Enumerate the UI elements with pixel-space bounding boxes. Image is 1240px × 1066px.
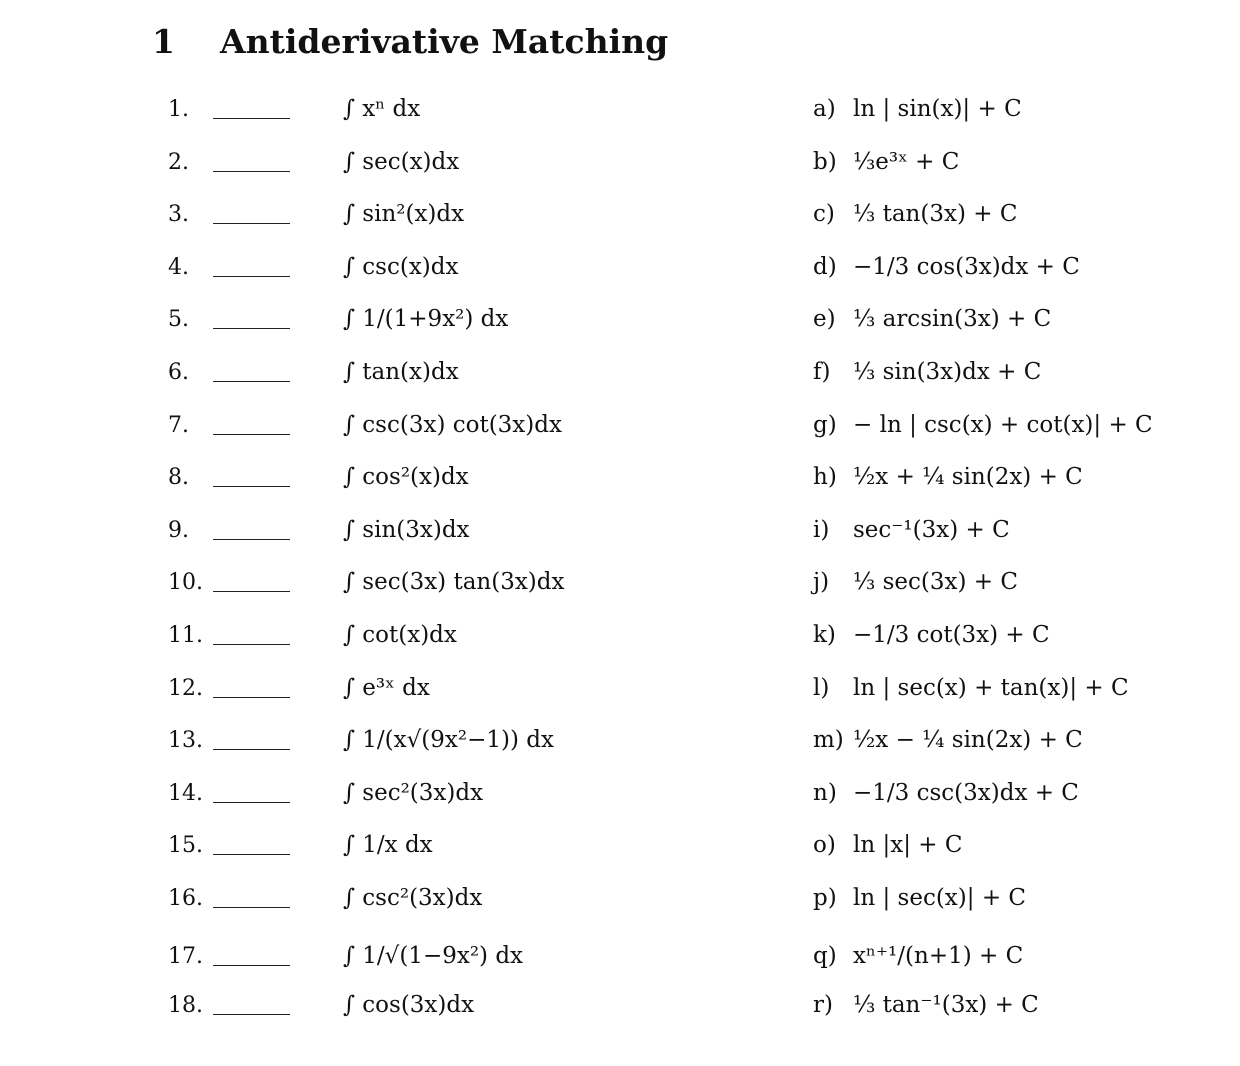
problem-integral: ∫ 1/x dx — [343, 832, 433, 858]
problem-number: 3. — [168, 202, 189, 227]
answer-expression: ln | sec(x) + tan(x)| + C — [853, 675, 1129, 701]
answer-blank[interactable] — [213, 223, 290, 224]
answer-choice — [813, 96, 1022, 122]
problem-integral: ∫ cot(x)dx — [343, 622, 457, 648]
answer-choice — [813, 201, 1017, 227]
answer-blank[interactable] — [213, 434, 290, 435]
answer-expression: ln | sin(x)| + C — [853, 96, 1022, 122]
answer-expression: ½x − ¼ sin(2x) + C — [853, 727, 1083, 753]
answer-letter: j) — [813, 569, 830, 595]
problem-number: 15. — [168, 833, 203, 858]
answer-blank[interactable] — [213, 486, 290, 487]
problem-number: 12. — [168, 676, 203, 701]
answer-blank[interactable] — [213, 539, 290, 540]
problem-integral: ∫ cos²(x)dx — [343, 464, 469, 490]
problem-integral: ∫ 1/(x√(9x²−1)) dx — [343, 727, 554, 753]
answer-blank[interactable] — [213, 697, 290, 698]
problem-number: 13. — [168, 728, 203, 753]
answer-expression: − ln | csc(x) + cot(x)| + C — [853, 412, 1153, 438]
answer-blank[interactable] — [213, 328, 290, 329]
problem-integral: ∫ sec(3x) tan(3x)dx — [343, 569, 565, 595]
answer-choice — [813, 517, 1010, 543]
answer-choice — [813, 943, 1023, 969]
answer-choice — [813, 412, 1153, 438]
problem-number: 5. — [168, 307, 189, 332]
answer-expression: ⅓ tan⁻¹(3x) + C — [853, 992, 1039, 1018]
problem-integral: ∫ sin(3x)dx — [343, 517, 470, 543]
answer-expression: −1/3 cos(3x)dx + C — [853, 254, 1080, 280]
answer-choice — [813, 992, 1039, 1018]
answer-expression: ⅓e³ˣ + C — [853, 149, 960, 175]
answer-expression: ½x + ¼ sin(2x) + C — [853, 464, 1083, 490]
problem-number: 17. — [168, 944, 203, 969]
problem-number: 18. — [168, 993, 203, 1018]
answer-letter: l) — [813, 675, 830, 701]
answer-expression: ⅓ sin(3x)dx + C — [853, 359, 1042, 385]
answer-choice — [813, 885, 1026, 911]
problem-integral: ∫ csc(3x) cot(3x)dx — [343, 412, 562, 438]
answer-choice — [813, 464, 1083, 490]
problem-integral: ∫ 1/√(1−9x²) dx — [343, 943, 524, 969]
problem-number: 7. — [168, 413, 189, 438]
answer-letter: i) — [813, 517, 830, 543]
answer-expression: ln |x| + C — [853, 832, 963, 858]
answer-letter: b) — [813, 149, 837, 175]
answer-expression: ⅓ sec(3x) + C — [853, 569, 1018, 595]
problem-number: 1. — [168, 97, 189, 122]
answer-choice — [813, 306, 1051, 332]
problem-integral: ∫ xⁿ dx — [343, 96, 421, 122]
answer-letter: d) — [813, 254, 837, 280]
answer-blank[interactable] — [213, 1014, 290, 1015]
answer-blank[interactable] — [213, 591, 290, 592]
answer-blank[interactable] — [213, 171, 290, 172]
problem-number: 16. — [168, 886, 203, 911]
problem-number: 8. — [168, 465, 189, 490]
answer-expression: −1/3 csc(3x)dx + C — [853, 780, 1079, 806]
problem-number: 2. — [168, 150, 189, 175]
answer-blank[interactable] — [213, 644, 290, 645]
answer-choice — [813, 727, 1083, 753]
answer-choice — [813, 675, 1129, 701]
answer-choice — [813, 832, 962, 858]
problem-integral: ∫ csc²(3x)dx — [343, 885, 483, 911]
answer-choice — [813, 622, 1050, 648]
answer-blank[interactable] — [213, 749, 290, 750]
answer-letter: p) — [813, 885, 837, 911]
section-title — [152, 22, 668, 61]
problem-integral: ∫ tan(x)dx — [343, 359, 459, 385]
problem-number: 6. — [168, 360, 189, 385]
answer-expression: −1/3 cot(3x) + C — [853, 622, 1050, 648]
answer-blank[interactable] — [213, 854, 290, 855]
problem-number: 4. — [168, 255, 189, 280]
problem-integral: ∫ 1/(1+9x²) dx — [343, 306, 509, 332]
problem-integral: ∫ sec(x)dx — [343, 149, 460, 175]
problem-number: 11. — [168, 623, 203, 648]
answer-expression: sec⁻¹(3x) + C — [853, 517, 1010, 543]
answer-expression: ln | sec(x)| + C — [853, 885, 1026, 911]
answer-letter: k) — [813, 622, 836, 648]
answer-blank[interactable] — [213, 381, 290, 382]
answer-letter: q) — [813, 943, 837, 969]
answer-blank[interactable] — [213, 802, 290, 803]
answer-expression: ⅓ tan(3x) + C — [853, 201, 1018, 227]
answer-blank[interactable] — [213, 907, 290, 908]
answer-blank[interactable] — [213, 965, 290, 966]
answer-letter: a) — [813, 96, 836, 122]
problem-number: 10. — [168, 570, 203, 595]
answer-letter: g) — [813, 412, 837, 438]
problem-integral: ∫ e³ˣ dx — [343, 675, 430, 701]
answer-expression: ⅓ arcsin(3x) + C — [853, 306, 1052, 332]
answer-choice — [813, 149, 959, 175]
answer-choice — [813, 780, 1079, 806]
problem-integral: ∫ cos(3x)dx — [343, 992, 475, 1018]
answer-choice — [813, 254, 1080, 280]
section-title-text: Antiderivative Matching — [220, 22, 669, 61]
answer-choice — [813, 359, 1041, 385]
answer-letter: r) — [813, 992, 833, 1018]
problem-number: 9. — [168, 518, 189, 543]
answer-blank[interactable] — [213, 118, 290, 119]
answer-letter: e) — [813, 306, 836, 332]
answer-expression: xⁿ⁺¹/(n+1) + C — [853, 943, 1024, 969]
answer-letter: m) — [813, 727, 844, 753]
answer-choice — [813, 569, 1018, 595]
section-number: 1 — [152, 22, 175, 61]
problem-integral: ∫ sec²(3x)dx — [343, 780, 484, 806]
problem-integral: ∫ csc(x)dx — [343, 254, 459, 280]
answer-letter: n) — [813, 780, 837, 806]
answer-letter: c) — [813, 201, 835, 227]
answer-letter: f) — [813, 359, 831, 385]
answer-blank[interactable] — [213, 276, 290, 277]
answer-letter: h) — [813, 464, 837, 490]
answer-letter: o) — [813, 832, 836, 858]
problem-integral: ∫ sin²(x)dx — [343, 201, 465, 227]
problem-number: 14. — [168, 781, 203, 806]
